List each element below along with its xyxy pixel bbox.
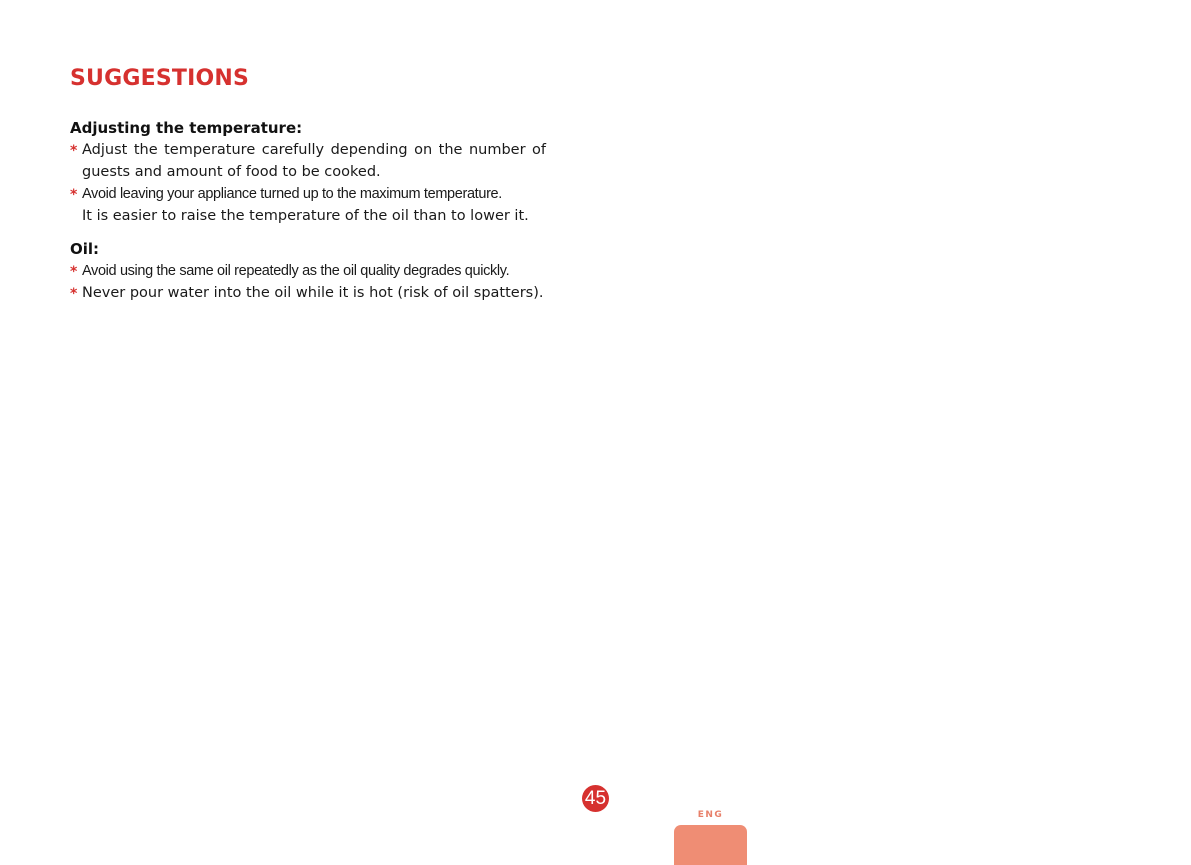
section-adjusting-temperature (70, 117, 546, 227)
bullet-text: Avoid using the same oil repeatedly as the oil quality degrades quickly. (82, 263, 510, 279)
bullet-list (70, 260, 546, 304)
suggestions-content (70, 117, 546, 304)
section-oil (70, 238, 546, 304)
list-item (70, 282, 546, 304)
asterisk-bullet-icon: * (70, 143, 78, 159)
list-item (70, 139, 546, 183)
asterisk-bullet-icon: * (70, 187, 78, 203)
language-tab (674, 825, 747, 865)
list-item (70, 260, 546, 282)
asterisk-bullet-icon: * (70, 286, 78, 302)
asterisk-bullet-icon: * (70, 264, 78, 280)
section-heading: Adjusting the temperature: (70, 119, 303, 137)
list-item (70, 183, 546, 227)
page-title: SUGGESTIONS (70, 66, 250, 91)
page-number-badge: 45 (582, 785, 609, 812)
bullet-text-continuation: It is easier to raise the temperature of the oil than to lower it. (82, 208, 529, 224)
bullet-list (70, 139, 546, 227)
bullet-text: Avoid leaving your appliance turned up to the maximum temperature. (82, 186, 502, 202)
bullet-text: Adjust the temperature carefully depending on the number of guests and amount of food to be cooked. (82, 142, 546, 180)
language-label: ENG (697, 810, 724, 820)
section-heading: Oil: (70, 240, 100, 258)
bullet-text: Never pour water into the oil while it is hot (risk of oil spatters). (82, 285, 544, 301)
